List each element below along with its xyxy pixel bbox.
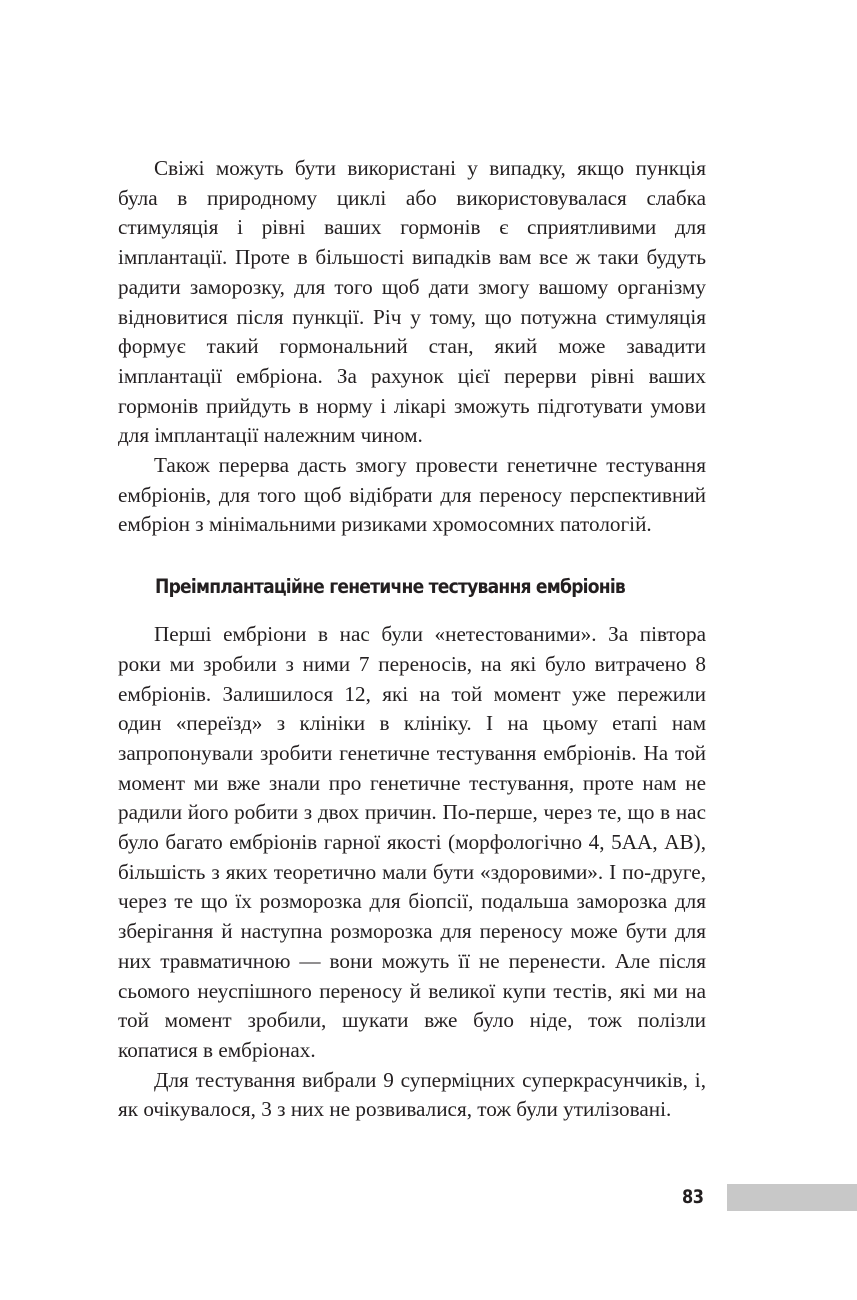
page-edge-tab [727,1184,857,1211]
body-paragraph: Перші ембріони в нас були «нетестованими». За півтора роки ми зробили з ними 7 переносів, на які було витрачено 8 ембріонів. Залишилося 12, які на той момент уже пережили один «переїзд» з клініки в клініку. І на цьому етапі нам запропонували зробити генетичне тестування ембріонів. На той момент ми вже знали про генетичне тестування, проте нам не радили його робити з двох причин. По-перше, через те, що в нас було багато ембріонів гарної якості (морфологічно 4, 5АА, АВ), більшість з яких теоретично мали бути «здоровими». І по-друге, через те що їх розморозка для біопсії, подальша заморозка для зберігання й наступна розморозка для переносу може бути для них травматичною — вони можуть її не перенести. Але після сьомого неуспішного переносу й великої купи тестів, які ми на той момент зробили, шукати вже було ніде, тож полізли копатися в ембріонах. [118,622,706,1062]
body-paragraph: Свіжі можуть бути використані у випадку, якщо пункція була в природному циклі або використовувалася слабка стимуляція і рівні ваших гормонів є сприятливими для імплантації. Проте в більшості випадків вам все ж таки будуть радити заморозку, для того щоб дати змогу вашому організму відновитися після пункції. Річ у тому, що потужна стимуляція формує такий гормональний стан, який може завадити імплантації ембріона. За рахунок цієї перерви рівні ваших гормонів прийдуть в норму і лікарі зможуть підготувати умови для імплантації належним чином. [118,156,706,448]
section-heading: Преімплантаційне генетичне тестування ембріонів [155,575,626,599]
page-content [118,154,706,1125]
body-paragraph: Для тестування вибрали 9 суперміцних суперкрасунчиків, і, як очікувалося, 3 з них не розвивалися, тож були утилізовані. [118,1067,706,1122]
body-paragraph: Також перерва дасть змогу провести генетичне тестування ембріонів, для того щоб відібрати для переносу перспективний ембріон з мінімальними ризиками хромосомних патологій. [118,453,706,537]
page-number: 83 [682,1186,704,1208]
